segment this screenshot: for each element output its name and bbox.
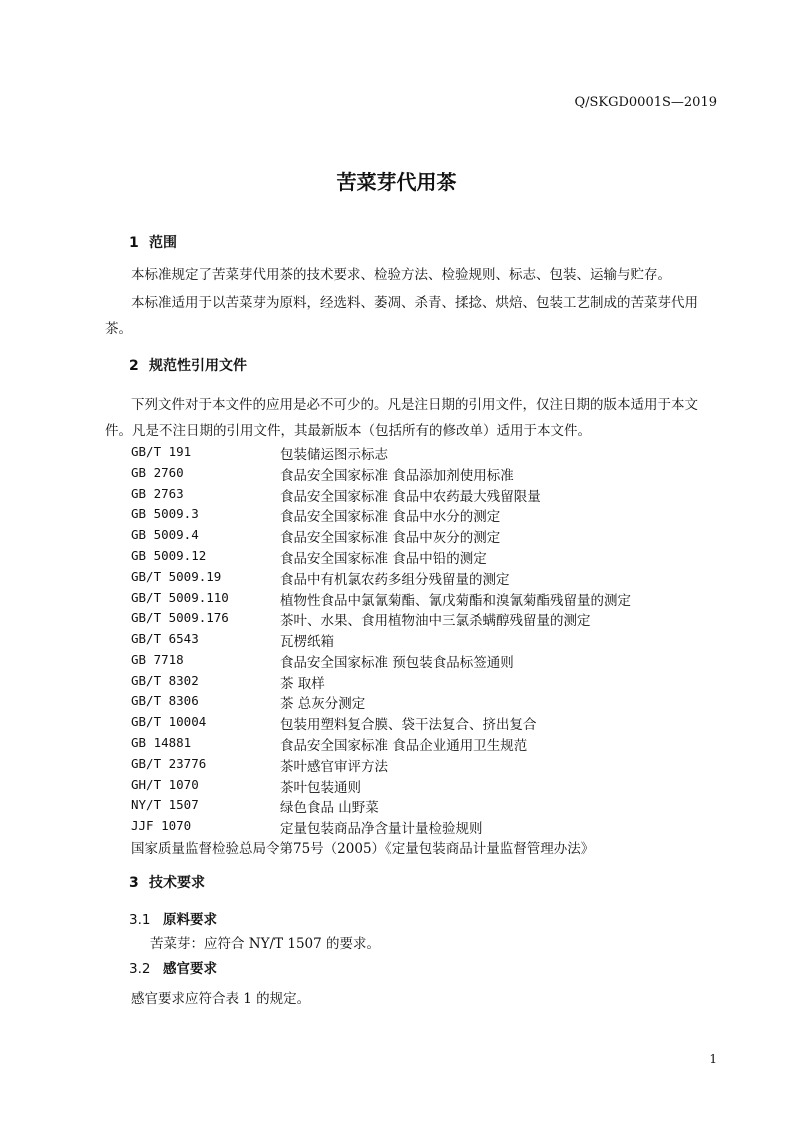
reference-title: 包装用塑料复合膜、袋干法复合、挤出复合	[280, 717, 537, 733]
reference-code: GB/T 5009.19	[131, 569, 222, 584]
reference-code: NY/T 1507	[131, 797, 199, 812]
reference-code: GB 14881	[131, 735, 192, 750]
reference-code: GB 5009.3	[131, 506, 199, 521]
reference-title: 食品安全国家标准 食品添加剂使用标准	[280, 468, 514, 484]
section-heading	[129, 232, 177, 252]
reference-code: GB/T 5009.110	[131, 590, 229, 605]
section-number: 1	[129, 235, 139, 251]
reference-code: GB/T 8306	[131, 693, 199, 708]
page-number: 1	[709, 1052, 717, 1066]
reference-title: 食品安全国家标准 食品中农药最大残留限量	[280, 489, 541, 505]
reference-code: GB 5009.12	[131, 548, 207, 563]
reference-code: GB 5009.4	[131, 527, 199, 542]
reference-code: GB 7718	[131, 652, 184, 667]
reference-title: 食品安全国家标准 食品中铅的测定	[280, 551, 487, 567]
reference-title: 绿色食品 山野菜	[280, 800, 379, 816]
section-number: 3	[129, 875, 139, 891]
subsection-heading	[129, 957, 217, 977]
reference-title: 茶 取样	[280, 676, 325, 692]
decree-reference: 国家质量监督检验总局令第75号（2005）《定量包装商品计量监督管理办法》	[131, 841, 595, 857]
paragraph: 苦菜芽：应符合 NY/T 1507 的要求。	[150, 936, 381, 952]
reference-title: 茶叶、水果、食用植物油中三氯杀螨醇残留量的测定	[280, 613, 591, 629]
reference-code: JJF 1070	[131, 818, 192, 833]
subsection-title: 原料要求	[163, 912, 217, 928]
reference-title: 食品中有机氯农药多组分残留量的测定	[280, 572, 510, 588]
section-title: 技术要求	[149, 875, 205, 891]
reference-title: 茶叶包装通则	[280, 780, 361, 796]
reference-title: 茶叶感官审评方法	[280, 759, 388, 775]
paragraph: 下列文件对于本文件的应用是必不可少的。凡是注日期的引用文件，仅注日期的版本适用于本文	[131, 397, 698, 413]
reference-code: GB 2763	[131, 486, 184, 501]
reference-title: 定量包装商品净含量计量检验规则	[280, 821, 483, 837]
reference-title: 食品安全国家标准 食品中灰分的测定	[280, 530, 501, 546]
subsection-heading	[129, 908, 217, 928]
paragraph: 本标准规定了苦菜芽代用茶的技术要求、检验方法、检验规则、标志、包装、运输与贮存。	[131, 267, 671, 283]
reference-title: 茶 总灰分测定	[280, 696, 366, 712]
subsection-title: 感官要求	[163, 961, 217, 977]
paragraph: 茶。	[105, 321, 132, 337]
reference-code: GB/T 23776	[131, 756, 207, 771]
reference-title: 食品安全国家标准 食品中水分的测定	[280, 509, 501, 525]
reference-code: GB/T 10004	[131, 714, 207, 729]
paragraph: 本标准适用于以苦菜芽为原料，经选料、萎凋、杀青、揉捻、烘焙、包装工艺制成的苦菜芽代用	[131, 295, 698, 311]
subsection-number: 3.2	[129, 961, 151, 977]
section-heading	[129, 355, 247, 375]
section-heading	[129, 872, 205, 892]
reference-title: 瓦楞纸箱	[280, 634, 334, 650]
reference-title: 食品安全国家标准 食品企业通用卫生规范	[280, 738, 528, 754]
reference-title: 食品安全国家标准 预包装食品标签通则	[280, 655, 514, 671]
reference-code: GB/T 191	[131, 444, 192, 459]
paragraph: 感官要求应符合表 1 的规定。	[131, 991, 311, 1007]
reference-code: GH/T 1070	[131, 777, 199, 792]
reference-code: GB 2760	[131, 465, 184, 480]
page-title: 苦菜芽代用茶	[336, 170, 457, 194]
reference-title: 包装储运图示标志	[280, 447, 388, 463]
paragraph: 件。凡是不注日期的引用文件，其最新版本（包括所有的修改单）适用于本文件。	[105, 423, 591, 439]
reference-code: GB/T 8302	[131, 673, 199, 688]
standard-id: Q/SKGD0001S—2019	[574, 95, 717, 110]
reference-code: GB/T 6543	[131, 631, 199, 646]
reference-title: 植物性食品中氯氰菊酯、氰戊菊酯和溴氰菊酯残留量的测定	[280, 593, 631, 609]
section-title: 范围	[149, 235, 177, 251]
section-number: 2	[129, 358, 139, 374]
subsection-number: 3.1	[129, 912, 151, 928]
reference-code: GB/T 5009.176	[131, 610, 229, 625]
section-title: 规范性引用文件	[149, 358, 247, 374]
